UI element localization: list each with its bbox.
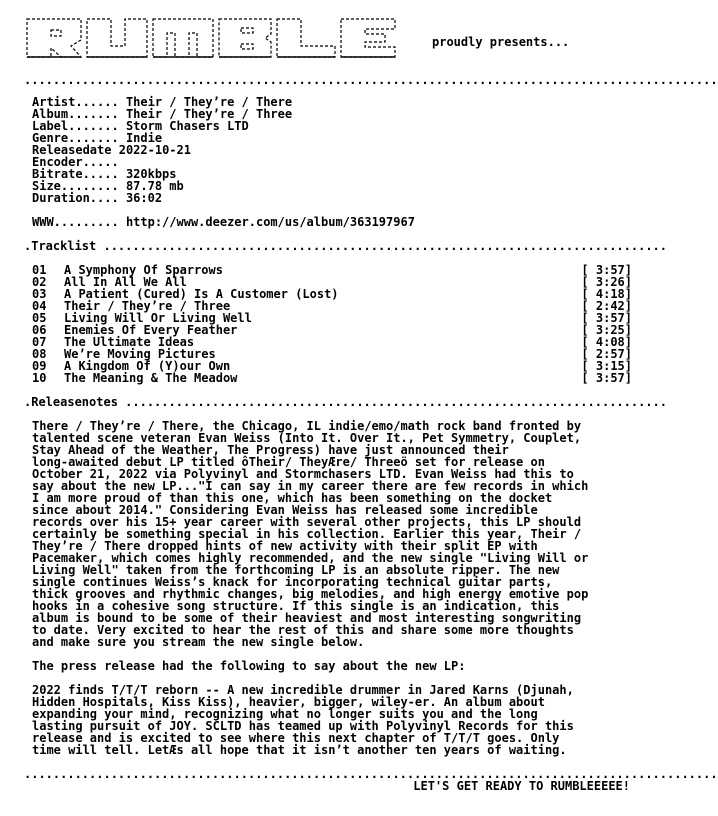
info-size: Size........ 87.78 mb xyxy=(32,179,184,193)
press-release-text: 2022 finds T/T/T reborn -- A new incredible drummer in Jared Karns (Djunah, Hidden Hospitals, Kiss Kiss), heavier, bigger, wiley-er. An album about expanding your mind, recognizing what no longer suits you and the long lasting pursuit of JOY. SCLTD has teamed up with Polyvinyl Records for this release and is excited to see where this next chapter of T/T/T goes. Only time will tell. LetÆs all hope that it isn’t another ten years of waiting. xyxy=(32,683,574,757)
track-row: 02 All In All We All [ 3:26] xyxy=(32,275,632,289)
info-www: WWW......... http://www.deezer.com/us/album/363197967 xyxy=(32,215,415,229)
info-releasedate: Releasedate 2022-10-21 xyxy=(32,143,191,157)
track-row: 10 The Meaning & The Meadow [ 3:57] xyxy=(32,371,632,385)
presents-text: proudly presents... xyxy=(432,35,570,49)
releasenotes-header: .Releasenotes ........................................................................... xyxy=(24,395,667,409)
info-label: Label....... Storm Chasers LTD xyxy=(32,119,249,133)
info-encoder: Encoder..... xyxy=(32,155,119,169)
info-artist: Artist...... Their / They’re / There xyxy=(32,95,293,109)
info-genre: Genre....... Indie xyxy=(32,131,163,145)
separator-bottom: ................................................................................................ xyxy=(24,767,718,781)
www-link[interactable]: http://www.deezer.com/us/album/363197967 xyxy=(125,215,415,229)
release-notes-text: There / They’re / There, the Chicago, IL indie/emo/math rock band fronted by talented scene veteran Evan Weiss (Into It. Over It., Pet Symmetry, Couplet, Stay Ahead of the Weather, The Progress) have just announced their long-awaited debut LP titled ôTheir/ TheyÆre/ Threeö set for release on October 21, 2022 via Polyvinyl and Stormchasers LTD. Evan Weiss had this to say about the new LP..."I can say in my career there are few records in which I am more proud of than this one, which has been something on the docket since about 2014." Considering Evan Weiss has released some incredible records over his 15+ year career with several other projects, this LP should certainly be something special in his collection. Earlier this year, Their / They’re / There dropped hints of new activity with their split EP with Pacemaker, which comes highly recommended, and the new single "Living Will or Living Well" taken from the forthcoming LP is an absolute ripper. The new single continues Weiss’s knack for incorporating technical guitar parts, thick grooves and rhythmic changes, big melodies, and high energy emotive pop hooks in a cohesive song structure. If this single is an indication, this album is bound to be some of their heaviest and most interesting songwriting to date. Very excited to hear the rest of this and share some more thoughts and make sure you stream the new single below. xyxy=(32,419,589,649)
tracklist xyxy=(32,264,632,384)
tracklist-header: .Tracklist .............................................................................. xyxy=(24,239,667,253)
track-row: 05 Living Will Or Living Well [ 3:57] xyxy=(32,311,632,325)
info-bitrate: Bitrate..... 320kbps xyxy=(32,167,177,181)
track-row: 01 A Symphony Of Sparrows [ 3:57] xyxy=(32,263,632,277)
info-block xyxy=(32,96,292,204)
track-row: 06 Enemies Of Every Feather [ 3:25] xyxy=(32,323,632,337)
separator-top: ................................................................................................ xyxy=(24,73,718,87)
track-row: 04 Their / They’re / Three [ 2:42] xyxy=(32,299,632,313)
info-album: Album....... Their / They’re / Three xyxy=(32,107,293,121)
track-row: 08 We’re Moving Pictures [ 2:57] xyxy=(32,347,632,361)
track-row: 03 A Patient (Cured) Is A Customer (Lost) [ 4:18] xyxy=(32,287,632,301)
info-duration: Duration.... 36:02 xyxy=(32,191,163,205)
rumble-logo xyxy=(25,16,397,60)
track-row: 09 A Kingdom Of (Y)our Own [ 3:15] xyxy=(32,359,632,373)
footer-text: LET'S GET READY TO RUMBLEEEEE! xyxy=(413,779,630,793)
press-intro: The press release had the following to say about the new LP: xyxy=(32,659,466,673)
track-row: 07 The Ultimate Ideas [ 4:08] xyxy=(32,335,632,349)
